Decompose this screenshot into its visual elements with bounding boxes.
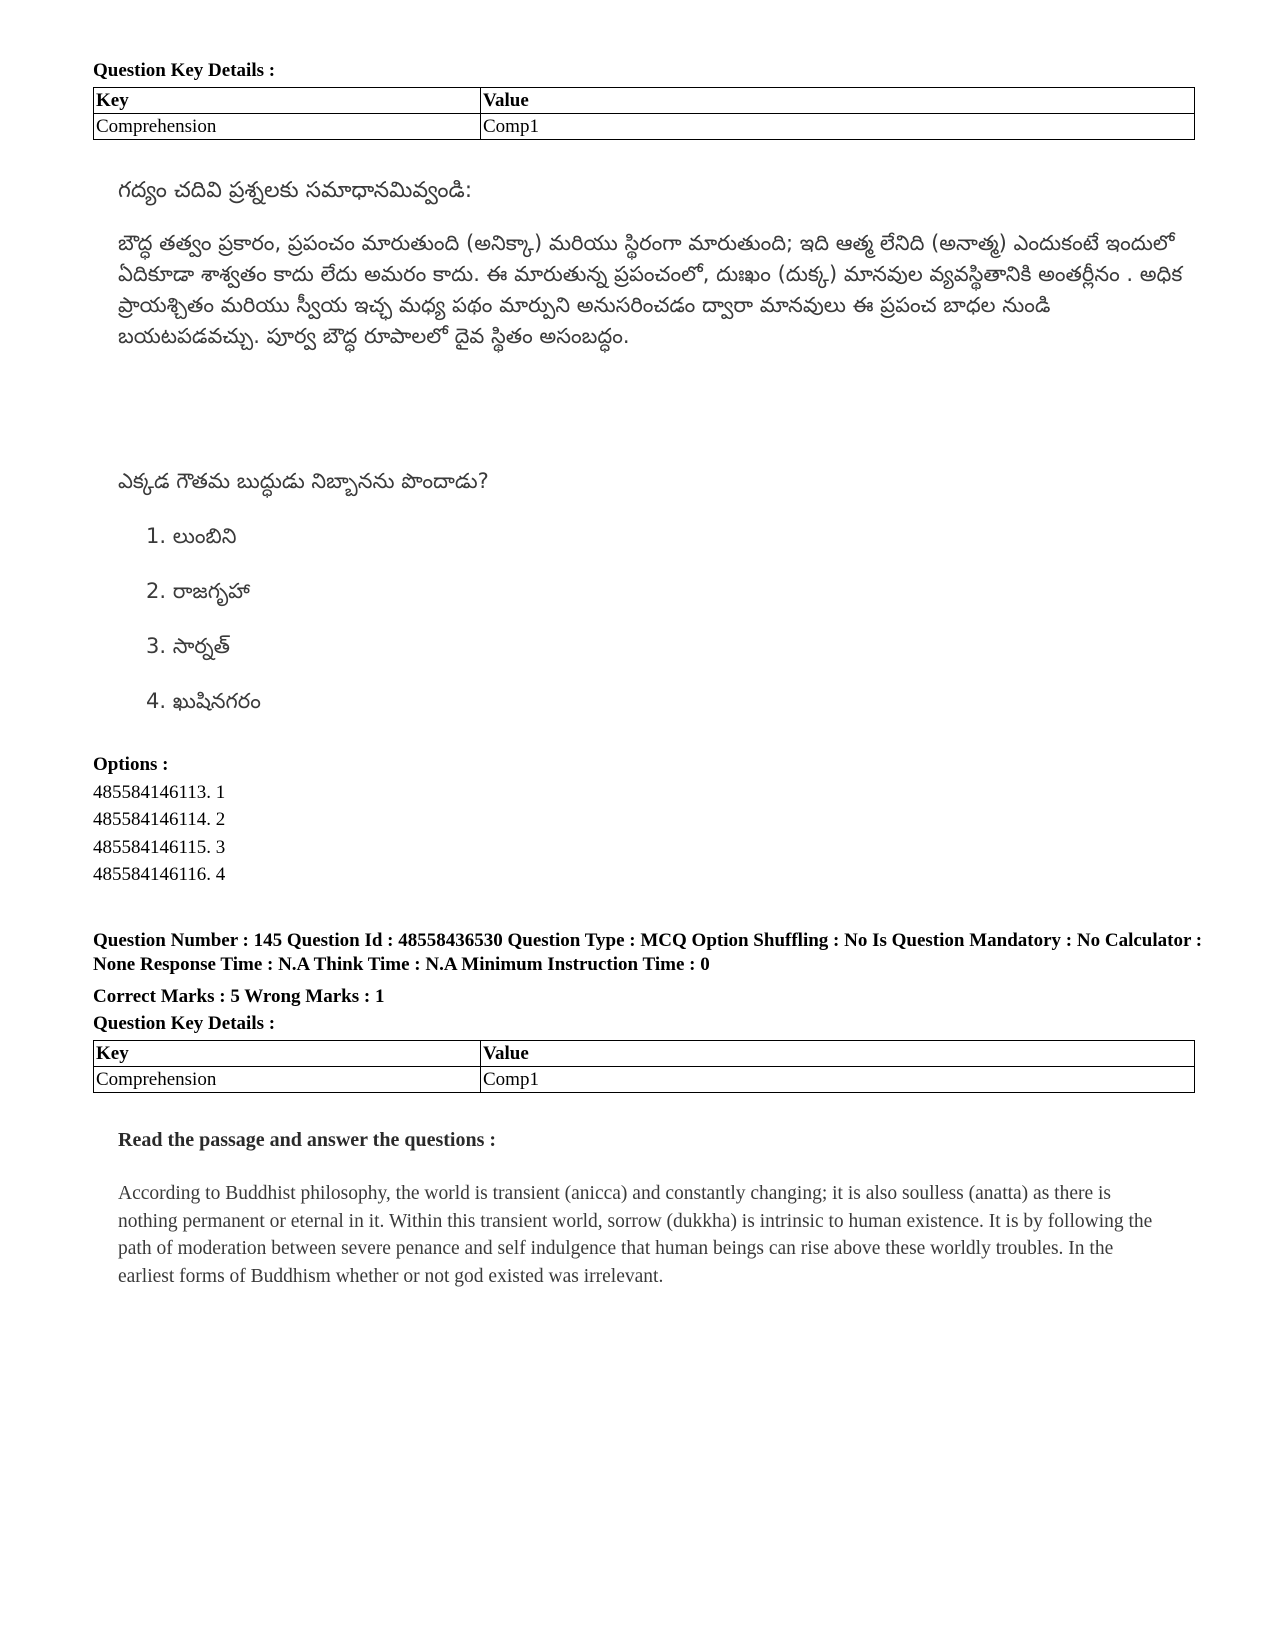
value-cell: Comp1 <box>481 1067 1195 1093</box>
telugu-passage: బౌద్ధ తత్వం ప్రకారం, ప్రపంచం మారుతుంది (అనిక్కా) మరియు స్థిరంగా మారుతుంది; ఇది ఆత్మ లేనిది (అనాత్మ) ఎందుకంటే ఇందులో ఏదికూడా శాశ్వతం కాదు లేదు అమరం కాదు. ఈ మారుతున్న ప్రపంచంలో, దుఃఖం (దుక్క) మానవుల వ్యవస్థితానికి అంతర్లీనం . అధిక ప్రాయశ్చితం మరియు స్వీయ ఇచ్ఛ మధ్య పథం మార్పుని అనుసరించడం ద్వారా మానవులు ఈ ప్రపంచ బాధల నుండి బయటపడవచ్చు. పూర్వ బౌద్ధ రూపాలలో దైవ స్థితం అసంబద్ధం. <box>118 231 1183 348</box>
option-id-1: 485584146113. 1 <box>93 782 226 803</box>
key-column-header: Key <box>94 1041 481 1067</box>
key-details-table <box>93 87 1195 140</box>
table-row <box>94 114 1195 140</box>
telugu-option-3: 3. సార్నత్ <box>146 634 230 658</box>
telugu-option-4: 4. ఖుషినగరం <box>146 689 261 713</box>
key-column-header: Key <box>94 88 481 114</box>
value-cell: Comp1 <box>481 114 1195 140</box>
value-column-header: Value <box>481 88 1195 114</box>
table-header-row <box>94 1041 1195 1067</box>
options-heading: Options : <box>93 754 169 775</box>
marks-line: Correct Marks : 5 Wrong Marks : 1 <box>93 986 385 1007</box>
key-cell: Comprehension <box>94 114 481 140</box>
value-column-header: Value <box>481 1041 1195 1067</box>
option-id-2: 485584146114. 2 <box>93 809 226 830</box>
key-details-heading: Question Key Details : <box>93 60 276 81</box>
telugu-instruction: గద్యం చదివి ప్రశ్నలకు సమాధానమివ్వండి: <box>118 178 473 203</box>
option-id-3: 485584146115. 3 <box>93 837 226 858</box>
key-cell: Comprehension <box>94 1067 481 1093</box>
english-instruction: Read the passage and answer the questions : <box>118 1129 497 1151</box>
telugu-option-2: 2. రాజగృహా <box>146 579 250 603</box>
english-passage: According to Buddhist philosophy, the world is transient (anicca) and constantly changing; it is also soulless (anatta) as there is nothing permanent or eternal in it. Within this transient world, sorrow (dukkha) is intrinsic to human existence. It is by following the path of moderation between severe penance and self indulgence that human beings can rise above these worldly troubles. In the earliest forms of Buddhism whether or not god existed was irrelevant. <box>118 1183 1153 1287</box>
telugu-option-1: 1. లుంబిని <box>146 524 237 548</box>
table-row <box>94 1067 1195 1093</box>
key-details-table-2 <box>93 1040 1195 1093</box>
key-details-heading-2: Question Key Details : <box>93 1013 276 1034</box>
table-header-row <box>94 88 1195 114</box>
option-id-4: 485584146116. 4 <box>93 864 226 885</box>
telugu-question: ఎక్కడ గౌతమ బుద్ధుడు నిబ్బానను పొందాడు? <box>118 469 489 493</box>
question-meta: Question Number : 145 Question Id : 48558436530 Question Type : MCQ Option Shuffling : No Is Question Mandatory : No Calculator : None Response Time : N.A Think Time : N.A Minimum Instruction Time : 0 <box>93 930 1203 975</box>
